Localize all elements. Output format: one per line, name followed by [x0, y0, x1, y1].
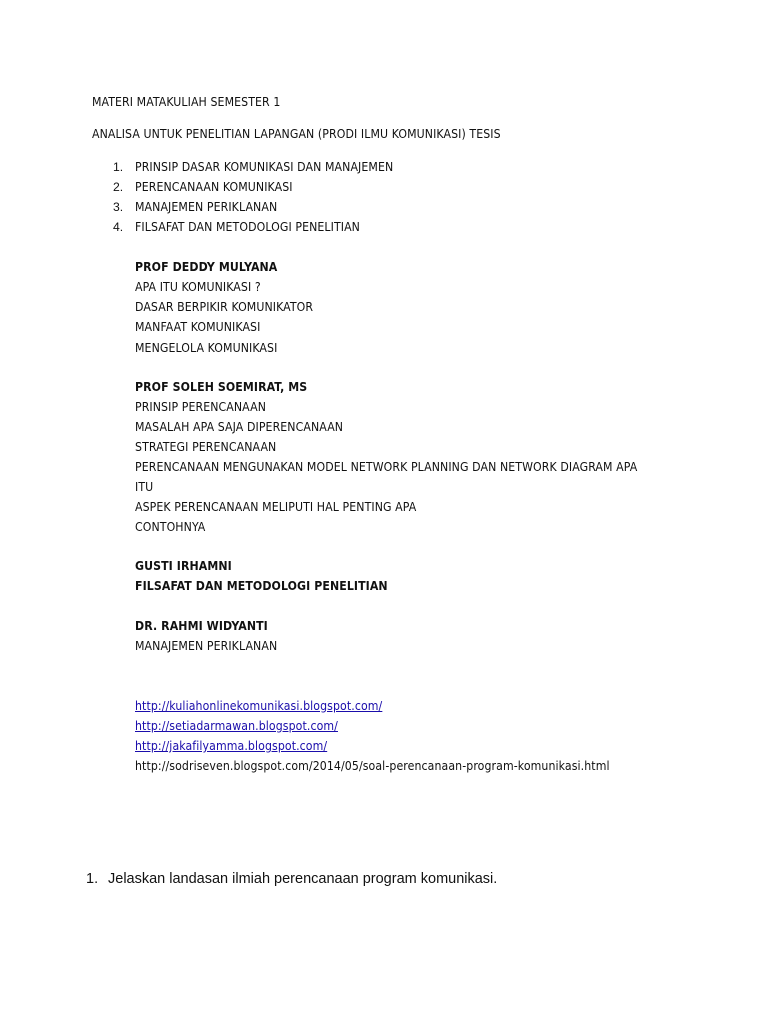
lecturer-topic: APA ITU KOMUNIKASI ?	[135, 280, 261, 294]
blog-link[interactable]: http://setiadarmawan.blogspot.com/	[135, 719, 338, 733]
lecturer-topic: FILSAFAT DAN METODOLOGI PENELITIAN	[135, 579, 388, 593]
blog-link[interactable]: http://kuliahonlinekomunikasi.blogspot.com/	[135, 699, 383, 713]
lecturer-topic: CONTOHNYA	[135, 520, 206, 534]
blog-url-text: http://sodriseven.blogspot.com/2014/05/soal-perencanaan-program-komunikasi.html	[135, 759, 610, 773]
course-number: 2.	[113, 180, 124, 194]
lecturer-name: GUSTI IRHAMNI	[135, 559, 232, 573]
lecturer-topic: MASALAH APA SAJA DIPERENCANAAN	[135, 420, 344, 434]
course-item: FILSAFAT DAN METODOLOGI PENELITIAN	[135, 220, 360, 234]
lecturer-name: PROF SOLEH SOEMIRAT, MS	[135, 380, 308, 394]
course-number: 4.	[113, 220, 124, 234]
lecturer-topic: PERENCANAAN MENGUNAKAN MODEL NETWORK PLANNING DAN NETWORK DIAGRAM APA	[135, 460, 638, 474]
course-item: MANAJEMEN PERIKLANAN	[135, 200, 278, 214]
lecturer-topic: MANAJEMEN PERIKLANAN	[135, 639, 278, 653]
course-number: 3.	[113, 200, 124, 214]
lecturer-topic: PRINSIP PERENCANAAN	[135, 400, 267, 414]
blog-link[interactable]: http://jakafilyamma.blogspot.com/	[135, 739, 328, 753]
course-item: PERENCANAAN KOMUNIKASI	[135, 180, 293, 194]
document-subtitle: ANALISA UNTUK PENELITIAN LAPANGAN (PRODI ILMU KOMUNIKASI) TESIS	[92, 127, 501, 141]
question-text: Jelaskan landasan ilmiah perencanaan program komunikasi.	[108, 871, 498, 887]
lecturer-name: DR. RAHMI WIDYANTI	[135, 619, 268, 633]
lecturer-topic: MENGELOLA KOMUNIKASI	[135, 341, 278, 355]
lecturer-topic: ITU	[135, 480, 154, 494]
course-number: 1.	[113, 160, 124, 174]
document-title: MATERI MATAKULIAH SEMESTER 1	[92, 95, 281, 109]
course-item: PRINSIP DASAR KOMUNIKASI DAN MANAJEMEN	[135, 160, 394, 174]
lecturer-name: PROF DEDDY MULYANA	[135, 260, 278, 274]
lecturer-topic: MANFAAT KOMUNIKASI	[135, 320, 261, 334]
question-number: 1.	[86, 871, 99, 887]
lecturer-topic: STRATEGI PERENCANAAN	[135, 440, 277, 454]
lecturer-topic: DASAR BERPIKIR KOMUNIKATOR	[135, 300, 314, 314]
lecturer-topic: ASPEK PERENCANAAN MELIPUTI HAL PENTING APA	[135, 500, 417, 514]
